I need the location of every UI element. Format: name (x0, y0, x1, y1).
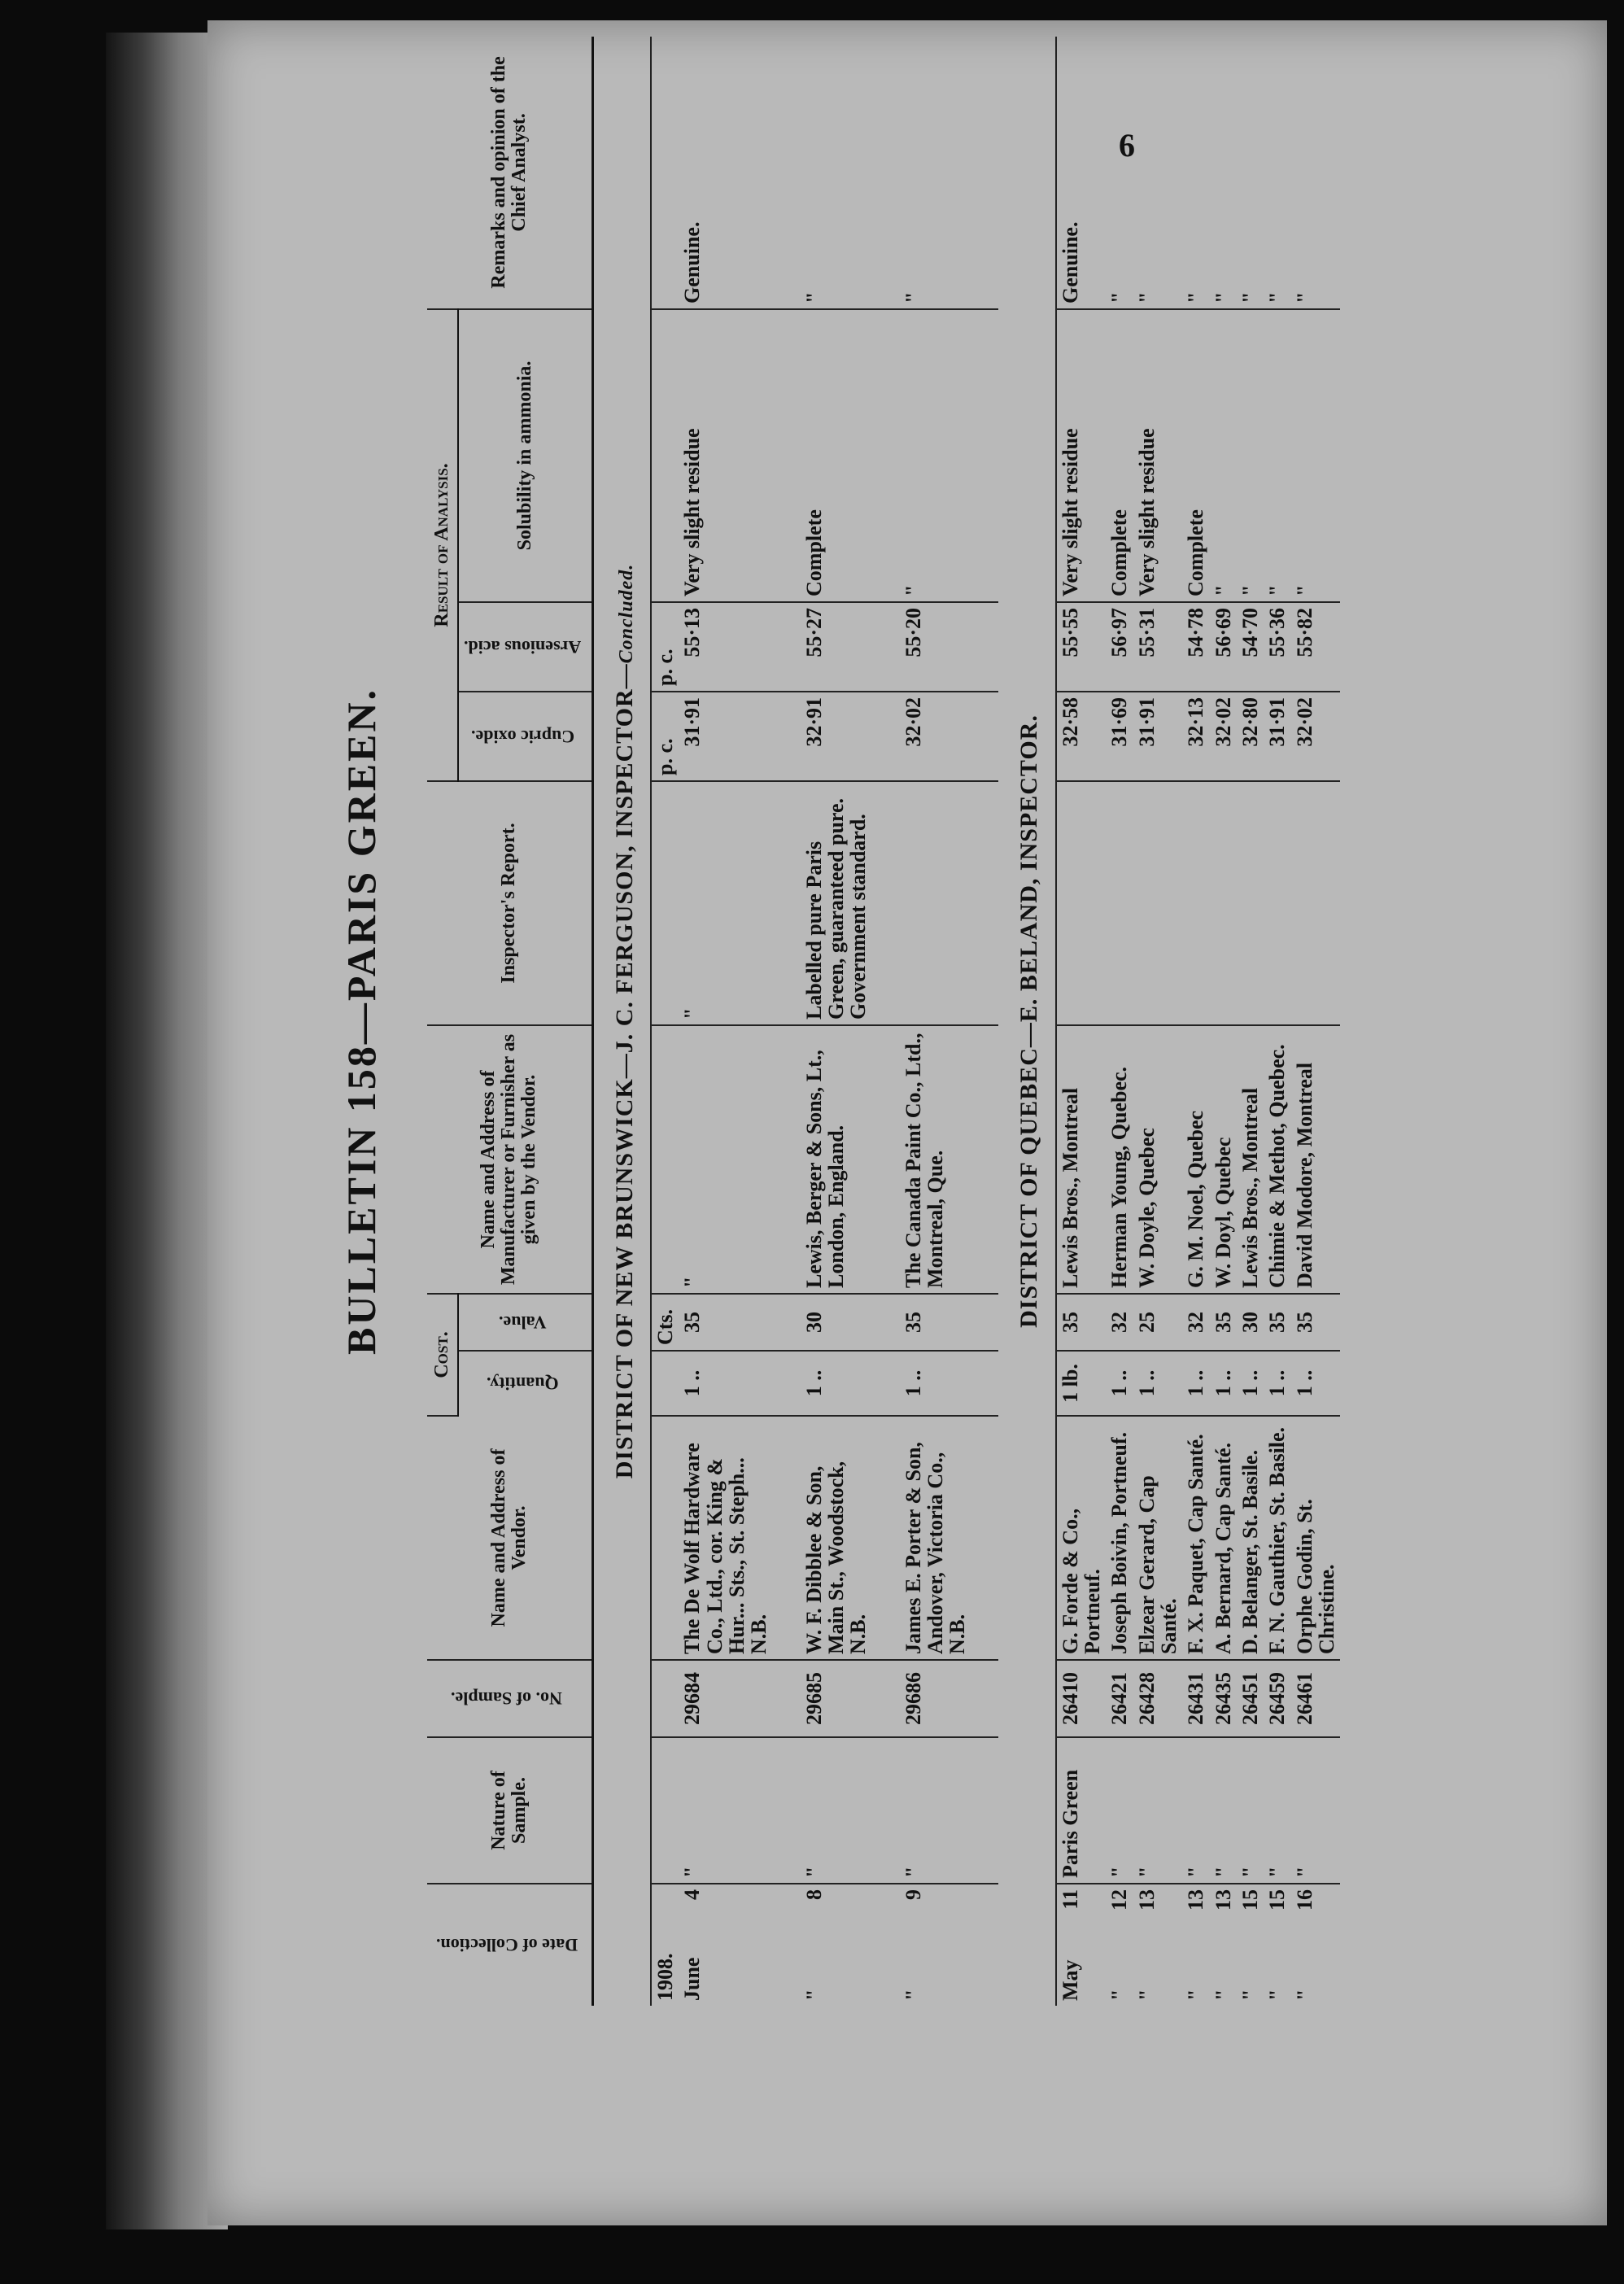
cell-value: 35 (900, 1294, 971, 1351)
cell-value: 35 (1210, 1294, 1237, 1351)
cell-qty: 1 .. (1264, 1351, 1290, 1416)
cell-remarks: " (1106, 37, 1133, 309)
cell-manufacturer: David Modore, Montreal (1291, 1025, 1341, 1294)
cell-no: 29685 (801, 1660, 872, 1737)
district-heading-quebec: DISTRICT OF QUEBEC—E. BELAND, INSPECTOR. (998, 37, 1056, 2006)
header-inspector-report: Inspector's Report. (427, 781, 592, 1025)
cell-qty: 1 .. (679, 1351, 772, 1416)
cell-nature: " (1291, 1737, 1341, 1884)
cell-nature: " (801, 1737, 872, 1884)
cell-remarks: " (801, 37, 872, 309)
cell-solubility: Very slight residue (1133, 309, 1183, 602)
table-row (1182, 37, 1209, 2006)
cell-date: June 4 (680, 1889, 705, 2001)
cell-cupric: 32·58 (1056, 692, 1107, 781)
cell-qty: 1 .. (1182, 1351, 1209, 1416)
header-manufacturer: Name and Address of Manufacturer or Furnisher as given by the Vendor. (427, 1025, 592, 1294)
table-row (1264, 37, 1290, 2006)
cell-no: 29686 (900, 1660, 971, 1737)
cell-cupric: 32·80 (1237, 692, 1264, 781)
cell-arsenious: 56·97 (1106, 602, 1133, 692)
cell-remarks: " (1182, 37, 1209, 309)
document-page (207, 20, 1607, 2225)
cell-remarks: " (1210, 37, 1237, 309)
cell-date: " 8 (801, 1889, 826, 2001)
row-spacer (773, 37, 801, 2006)
cell-date: " 13 (1211, 1889, 1235, 2001)
cell-cupric: 32·02 (900, 692, 971, 781)
header-solubility: Solubility in ammonia. (458, 309, 592, 602)
cell-date: " 16 (1292, 1889, 1316, 2001)
cell-vendor: D. Belanger, St. Basile. (1237, 1416, 1264, 1660)
cell-nature: " (1264, 1737, 1290, 1884)
cell-solubility: Complete (1106, 309, 1133, 602)
cell-no: 26431 (1182, 1660, 1209, 1737)
cell-arsenious: 54·78 (1182, 602, 1209, 692)
cell-solubility: " (1291, 309, 1341, 602)
cell-manufacturer: " (679, 1025, 772, 1294)
cell-nature: " (679, 1737, 772, 1884)
cell-report (1210, 781, 1237, 1025)
header-remarks: Remarks and opinion of the Chief Analyst. (427, 37, 592, 309)
cell-date: " 13 (1134, 1889, 1159, 2001)
cell-value: 32 (1182, 1294, 1209, 1351)
cell-report (1106, 781, 1133, 1025)
cell-remarks: " (1237, 37, 1264, 309)
cell-nature: " (900, 1737, 971, 1884)
cell-manufacturer: W. Doyle, Quebec (1133, 1025, 1183, 1294)
cell-qty: 1 .. (1133, 1351, 1183, 1416)
bulletin-title: BULLETIN 158—PARIS GREEN. (338, 687, 384, 1356)
cell-qty: 1 .. (1210, 1351, 1237, 1416)
cell-qty: 1 lb. (1056, 1351, 1107, 1416)
cell-vendor: Orphe Godin, St. Christine. (1291, 1416, 1341, 1660)
cell-remarks: " (1133, 37, 1183, 309)
cell-no: 26410 (1056, 1660, 1107, 1737)
header-nature: Nature of Sample. (427, 1737, 592, 1884)
cell-no: 26451 (1237, 1660, 1264, 1737)
cell-remarks: " (1264, 37, 1290, 309)
units-cts: Cts. (651, 1294, 679, 1351)
cell-cupric: 32·91 (801, 692, 872, 781)
cell-vendor: The De Wolf Hardware Co., Ltd., cor. King & Hur... Sts., St. Steph... N.B. (679, 1416, 772, 1660)
cell-date: May 11 (1058, 1889, 1082, 2001)
table-row (1291, 37, 1341, 2006)
cell-report (1182, 781, 1209, 1025)
cell-value: 25 (1133, 1294, 1183, 1351)
cell-nature: " (1133, 1737, 1183, 1884)
header-arsenious: Arsenious acid. (458, 602, 592, 692)
cell-vendor: F. X. Paquet, Cap Santé. (1182, 1416, 1209, 1660)
cell-cupric: 31·91 (1133, 692, 1183, 781)
cell-arsenious: 56·69 (1210, 602, 1237, 692)
cell-arsenious: 55·20 (900, 602, 971, 692)
header-value: Value. (458, 1294, 592, 1351)
cell-manufacturer: Lewis, Berger & Sons, Lt., London, England. (801, 1025, 872, 1294)
cell-solubility: " (1237, 309, 1264, 602)
cell-value: 35 (1291, 1294, 1341, 1351)
cell-manufacturer: Lewis Bros., Montreal (1056, 1025, 1107, 1294)
cell-no: 26435 (1210, 1660, 1237, 1737)
page-number: 6 (1119, 127, 1135, 164)
paris-green-table (427, 37, 1340, 2006)
table-row (1237, 37, 1264, 2006)
cell-nature: " (1210, 1737, 1237, 1884)
district-heading-nb: DISTRICT OF NEW BRUNSWICK—J. C. FERGUSON, INSPECTOR—Concluded. (592, 37, 651, 2006)
cell-arsenious: 54·70 (1237, 602, 1264, 692)
cell-nature: " (1237, 1737, 1264, 1884)
cell-solubility: " (900, 309, 971, 602)
cell-no: 26421 (1106, 1660, 1133, 1737)
cell-arsenious: 55·13 (679, 602, 772, 692)
row-spacer (971, 37, 998, 2006)
cell-value: 35 (1056, 1294, 1107, 1351)
cell-report (1264, 781, 1290, 1025)
cell-date: " 12 (1107, 1889, 1132, 2001)
cell-manufacturer: Chimie & Methot, Quebec. (1264, 1025, 1290, 1294)
header-no: No. of Sample. (427, 1660, 592, 1737)
cell-cupric: 31·91 (1264, 692, 1290, 781)
cell-arsenious: 55·36 (1264, 602, 1290, 692)
cell-no: 26461 (1291, 1660, 1341, 1737)
cell-qty: 1 .. (1237, 1351, 1264, 1416)
cell-no: 26459 (1264, 1660, 1290, 1737)
cell-remarks: Genuine. (679, 37, 772, 309)
header-cupric: Cupric oxide. (458, 692, 592, 781)
cell-manufacturer: The Canada Paint Co., Ltd., Montreal, Que. (900, 1025, 971, 1294)
cell-vendor: Joseph Boivin, Portneuf. (1106, 1416, 1133, 1660)
cell-solubility: Very slight residue (679, 309, 772, 602)
cell-report (1291, 781, 1341, 1025)
cell-solubility: Very slight residue (1056, 309, 1107, 602)
cell-date: " 13 (1184, 1889, 1208, 2001)
cell-arsenious: 55·55 (1056, 602, 1107, 692)
cell-solubility: " (1264, 309, 1290, 602)
cell-value: 35 (1264, 1294, 1290, 1351)
header-cost: Cost. (427, 1294, 458, 1416)
cell-date: " 9 (901, 1889, 925, 2001)
cell-report (900, 781, 971, 1025)
cell-manufacturer: Lewis Bros., Montreal (1237, 1025, 1264, 1294)
cell-date: " 15 (1265, 1889, 1290, 2001)
cell-report (1237, 781, 1264, 1025)
units-pc-arsenious: p. c. (651, 602, 679, 692)
header-quantity: Quantity. (458, 1351, 592, 1416)
cell-solubility: Complete (1182, 309, 1209, 602)
cell-cupric: 32·13 (1182, 692, 1209, 781)
cell-cupric: 31·91 (679, 692, 772, 781)
cell-value: 32 (1106, 1294, 1133, 1351)
cell-manufacturer: Herman Young, Quebec. (1106, 1025, 1133, 1294)
cell-arsenious: 55·31 (1133, 602, 1183, 692)
units-row (651, 37, 679, 2006)
cell-arsenious: 55·27 (801, 602, 872, 692)
cell-vendor: W. F. Dibblee & Son, Main St., Woodstock, N.B. (801, 1416, 872, 1660)
cell-value: 35 (679, 1294, 772, 1351)
district1-rows (679, 37, 998, 2006)
cell-manufacturer: W. Doyl, Quebec (1210, 1025, 1237, 1294)
table-row (1056, 37, 1107, 2006)
table-row (801, 37, 872, 2006)
cell-manufacturer: G. M. Noel, Quebec (1182, 1025, 1209, 1294)
cell-no: 29684 (679, 1660, 772, 1737)
header-date: Date of Collection. (427, 1884, 592, 2006)
cell-report: Labelled pure Paris Green, guaranteed pure. Government standard. (801, 781, 872, 1025)
cell-report: " (679, 781, 772, 1025)
table-row (1210, 37, 1237, 2006)
header-vendor: Name and Address of Vendor. (427, 1416, 592, 1660)
cell-remarks: " (1291, 37, 1341, 309)
cell-cupric: 32·02 (1291, 692, 1341, 781)
cell-arsenious: 55·82 (1291, 602, 1341, 692)
cell-no: 26428 (1133, 1660, 1183, 1737)
cell-solubility: " (1210, 309, 1237, 602)
cell-cupric: 32·02 (1210, 692, 1237, 781)
rotated-content (338, 4, 1395, 2038)
units-pc-cupric: p. c. (651, 692, 679, 781)
cell-vendor: A. Bernard, Cap Santé. (1210, 1416, 1237, 1660)
table-row (900, 37, 971, 2006)
cell-vendor: Elzear Gerard, Cap Santé. (1133, 1416, 1183, 1660)
cell-nature: Paris Green (1056, 1737, 1107, 1884)
table-row (1133, 37, 1183, 2006)
cell-nature: " (1106, 1737, 1133, 1884)
cell-remarks: Genuine. (1056, 37, 1107, 309)
cell-value: 30 (801, 1294, 872, 1351)
header-row-top (427, 37, 458, 2006)
cell-value: 30 (1237, 1294, 1264, 1351)
cell-date: " 15 (1238, 1889, 1262, 2001)
cell-remarks: " (900, 37, 971, 309)
cell-cupric: 31·69 (1106, 692, 1133, 781)
cell-report (1133, 781, 1183, 1025)
year-label: 1908. (653, 1953, 678, 2001)
cell-solubility: Complete (801, 309, 872, 602)
cell-vendor: James E. Porter & Son, Andover, Victoria Co., N.B. (900, 1416, 971, 1660)
cell-qty: 1 .. (1291, 1351, 1341, 1416)
cell-vendor: F. N. Gauthier, St. Basile. (1264, 1416, 1290, 1660)
district2-rows (1056, 37, 1340, 2006)
cell-qty: 1 .. (1106, 1351, 1133, 1416)
table-row (1106, 37, 1133, 2006)
cell-vendor: G. Forde & Co., Portneuf. (1056, 1416, 1107, 1660)
header-result: Result of Analysis. (427, 309, 458, 781)
table-row (679, 37, 772, 2006)
cell-qty: 1 .. (900, 1351, 971, 1416)
cell-report (1056, 781, 1107, 1025)
row-spacer (872, 37, 900, 2006)
cell-nature: " (1182, 1737, 1209, 1884)
cell-qty: 1 .. (801, 1351, 872, 1416)
